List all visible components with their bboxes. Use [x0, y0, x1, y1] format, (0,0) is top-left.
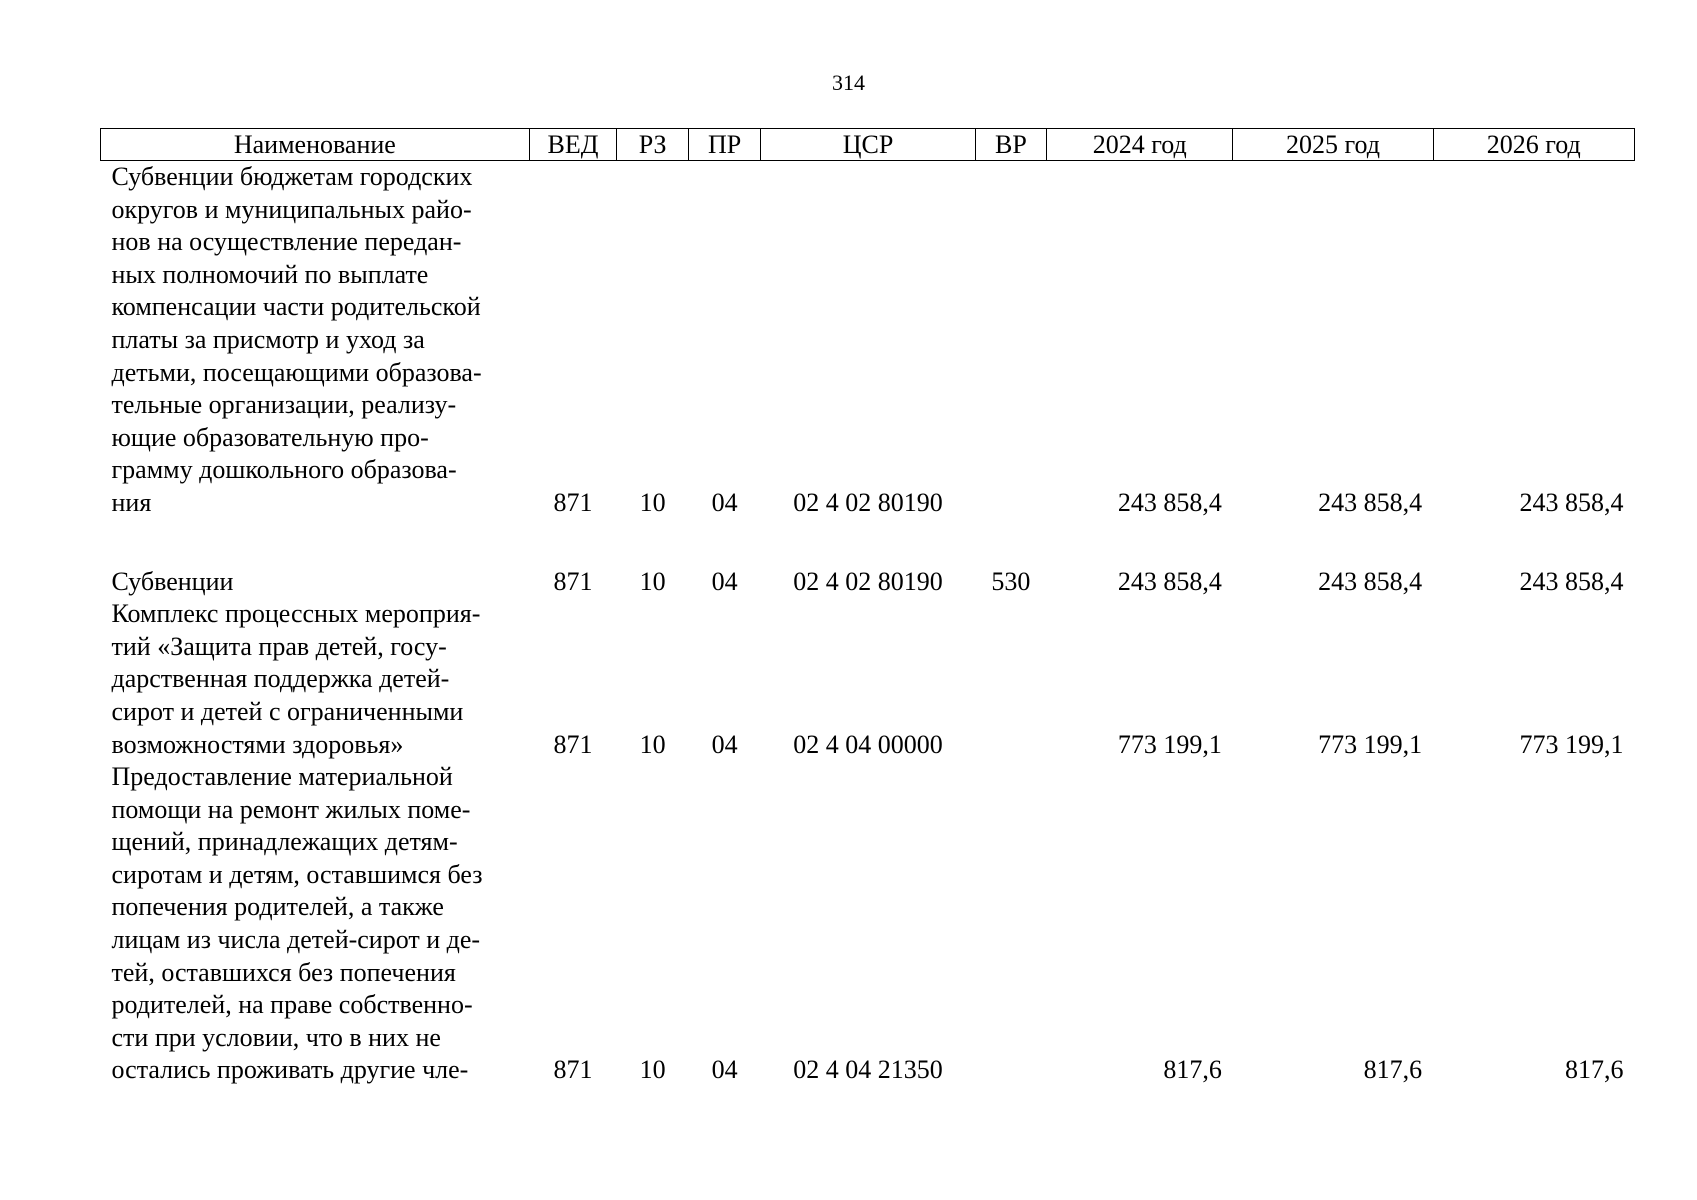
row-name-line: сти при условии, что в них не [111, 1022, 441, 1052]
spacer-cell [101, 520, 1635, 566]
row-name-line: Комплекс процессных мероприя- [111, 599, 481, 629]
row-name-line: ющие образовательную про- [111, 422, 429, 452]
row-pr: 04 [711, 487, 738, 517]
row-name-line: тий «Защита прав детей, госу- [111, 631, 447, 661]
row-amount-2025: 243 858,4 [1318, 487, 1423, 517]
row-name-line: родителей, на праве собственно- [111, 990, 473, 1020]
row-name-line: помощи на ремонт жилых поме- [111, 794, 471, 824]
budget-table [100, 128, 1635, 1087]
row-name-line: ния [111, 487, 152, 517]
row-amount-2025: 817,6 [1363, 1055, 1423, 1085]
row-name-line: тей, оставшихся без попечения [111, 957, 456, 987]
header-2026: 2026 год [1433, 129, 1634, 161]
row-name-line: Субвенции бюджетам городских [111, 162, 473, 191]
row-name-line: остались проживать другие чле- [111, 1055, 469, 1085]
row-rz: 10 [639, 566, 666, 596]
table-row [101, 566, 1635, 599]
table-header [101, 129, 1635, 161]
row-name-cell [101, 161, 530, 520]
row-pr: 04 [711, 729, 738, 759]
row-name-line: округов и муниципальных райо- [111, 194, 472, 224]
row-amount-2026: 817,6 [1565, 1055, 1624, 1085]
header-ved: ВЕД [529, 129, 617, 161]
table-row [101, 598, 1635, 761]
row-amount-2026: 773 199,1 [1519, 729, 1624, 759]
table-row [101, 161, 1635, 520]
row-ved: 871 [553, 487, 593, 517]
header-rz: РЗ [617, 129, 688, 161]
row-name-line: возможностями здоровья» [111, 729, 404, 759]
row-vr: 530 [991, 566, 1031, 596]
row-name-line: детьми, посещающими образова- [111, 357, 482, 387]
header-csr: ЦСР [761, 129, 975, 161]
row-pr: 04 [711, 1055, 738, 1085]
row-rz: 10 [639, 487, 666, 517]
header-name: Наименование [101, 129, 530, 161]
row-name-line: тельные организации, реализу- [111, 390, 457, 420]
row-name-line: Предоставление материальной [111, 762, 453, 792]
row-name-line: Субвенции [111, 566, 234, 596]
row-amount-2024: 243 858,4 [1117, 487, 1222, 517]
row-vr [975, 161, 1046, 520]
row-name-line: сиротам и детям, оставшимся без [111, 859, 483, 889]
row-amount-2024: 773 199,1 [1117, 729, 1222, 759]
table-body [101, 161, 1635, 1088]
row-name-cell [101, 598, 530, 761]
row-vr [975, 761, 1046, 1087]
row-name-line: нов на осуществление передан- [111, 227, 462, 257]
row-name-cell [101, 566, 530, 599]
row-csr: 02 4 02 80190 [793, 566, 943, 596]
row-name-line: ных полномочий по выплате [111, 259, 429, 289]
row-name-line: грамму дошкольного образова- [111, 455, 457, 485]
row-name-line: лицам из числа детей-сирот и де- [111, 925, 481, 955]
row-amount-2024: 817,6 [1163, 1055, 1222, 1085]
row-name-line: платы за присмотр и уход за [111, 324, 425, 354]
row-spacer [101, 520, 1635, 566]
row-amount-2024: 243 858,4 [1117, 566, 1222, 596]
row-vr [975, 598, 1046, 761]
row-amount-2026: 243 858,4 [1519, 487, 1624, 517]
row-ved: 871 [553, 729, 593, 759]
header-2025: 2025 год [1233, 129, 1433, 161]
header-pr: ПР [688, 129, 761, 161]
row-name-line: сирот и детей с ограниченными [111, 696, 464, 726]
row-rz: 10 [639, 729, 666, 759]
row-pr: 04 [711, 566, 738, 596]
row-amount-2025: 773 199,1 [1318, 729, 1423, 759]
row-ved: 871 [553, 566, 593, 596]
header-vr: ВР [975, 129, 1046, 161]
page-number: 314 [832, 70, 865, 95]
row-csr: 02 4 04 00000 [793, 729, 943, 759]
row-name-line: дарственная поддержка детей- [111, 664, 450, 694]
row-csr: 02 4 04 21350 [793, 1055, 943, 1085]
row-name-cell [101, 761, 530, 1087]
table-row [101, 761, 1635, 1087]
header-row [101, 129, 1635, 161]
row-csr: 02 4 02 80190 [793, 487, 943, 517]
row-rz: 10 [639, 1055, 666, 1085]
row-amount-2025: 243 858,4 [1318, 566, 1423, 596]
row-ved: 871 [553, 1055, 593, 1085]
row-name-line: попечения родителей, а также [111, 892, 444, 922]
row-name-line: щений, принадлежащих детям- [111, 827, 458, 857]
header-2024: 2024 год [1047, 129, 1233, 161]
row-amount-2026: 243 858,4 [1519, 566, 1624, 596]
row-name-line: компенсации части родительской [111, 292, 481, 322]
